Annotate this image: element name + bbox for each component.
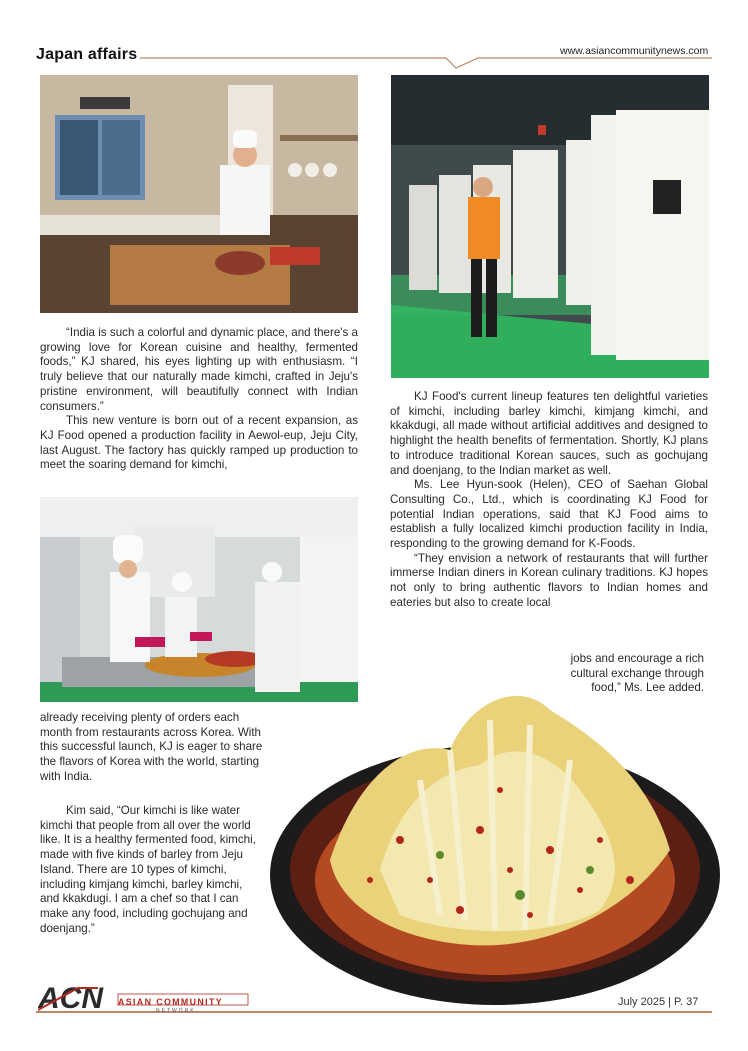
paragraph: “They envision a network of restaurants that will further immerse Indian diners in Korean culinary traditions. KJ hopes not only to bring authentic flavors to Indian homes and eateries but also to create local — [390, 551, 708, 609]
logo-mark: ACN — [38, 982, 103, 1014]
logo-name: ASIAN COMMUNITY — [118, 997, 224, 1007]
left-bottom-text — [40, 711, 358, 785]
date-page: July 2025 | P. 37 — [618, 996, 699, 1008]
paragraph: Ms. Lee Hyun-sook (Helen), CEO of Saehan Global Consulting Co., Ltd., which is coordinating KJ Food for potential Indian operations, said that KJ Food aims to establish a fully localized kimchi production facility in India, responding to the growing demand for K-Foods. — [390, 478, 708, 551]
site-url: www.asiancommunitynews.com — [560, 45, 709, 57]
tail-line: jobs and encourage a rich — [570, 652, 704, 665]
paragraph: This new venture is born out of a recent expansion, as KJ Food opened a production facility in Aewol-eup, Jeju City, last August. The factory has quickly ramped up production to meet the soaring demand for kimchi, — [40, 414, 358, 472]
paragraph: Kim said, “Our kimchi is like water kimchi that people from all over the world like. It is a healthy fermented food, kimchi, made with five kinds of barley from Jeju Island. There are 10 types of kimchi, including kimjang kimchi, barley kimchi, and kkakdugi. I am a chef so that I can make any food, including gochujang and doenjang.” — [40, 804, 256, 935]
section-title: Japan affairs — [36, 46, 138, 63]
tail-line: food,” Ms. Lee added. — [591, 681, 704, 695]
header-rule — [36, 48, 712, 78]
kimchi-production-photo — [40, 497, 358, 702]
factory-man-photo — [391, 75, 709, 378]
chef-carving-photo — [40, 75, 358, 313]
paragraph: already receiving plenty of orders each month from restaurants across Korea. With this successful launch, KJ is eager to share the flavors of Korea with the world, starting with India. — [40, 711, 263, 783]
tail-line: cultural exchange through — [570, 666, 704, 680]
paragraph: KJ Food's current lineup features ten delightful varieties of kimchi, including barley kimchi, kimjang kimchi, and kkakdugi, all made without artificial additives and designed to highlight the health benefits of fermentation. Shortly, KJ plans to introduce traditional Korean sauces, such as gochujang and doenjang, to the Indian market as well. — [390, 390, 708, 477]
logo-sub: NETWORK — [156, 1008, 196, 1014]
right-column-text — [390, 390, 708, 611]
kim-quote-text — [40, 804, 260, 936]
left-column-text — [40, 326, 358, 473]
paragraph: “India is such a colorful and dynamic place, and there's a growing love for Korean cuisine and healthy, fermented foods,” KJ shared, his eyes lighting up with enthusiasm. “I truly believe that our naturally made kimchi, crafted in Jeju's pristine environment, will beautifully connect with Indian consumers.” — [40, 326, 358, 413]
